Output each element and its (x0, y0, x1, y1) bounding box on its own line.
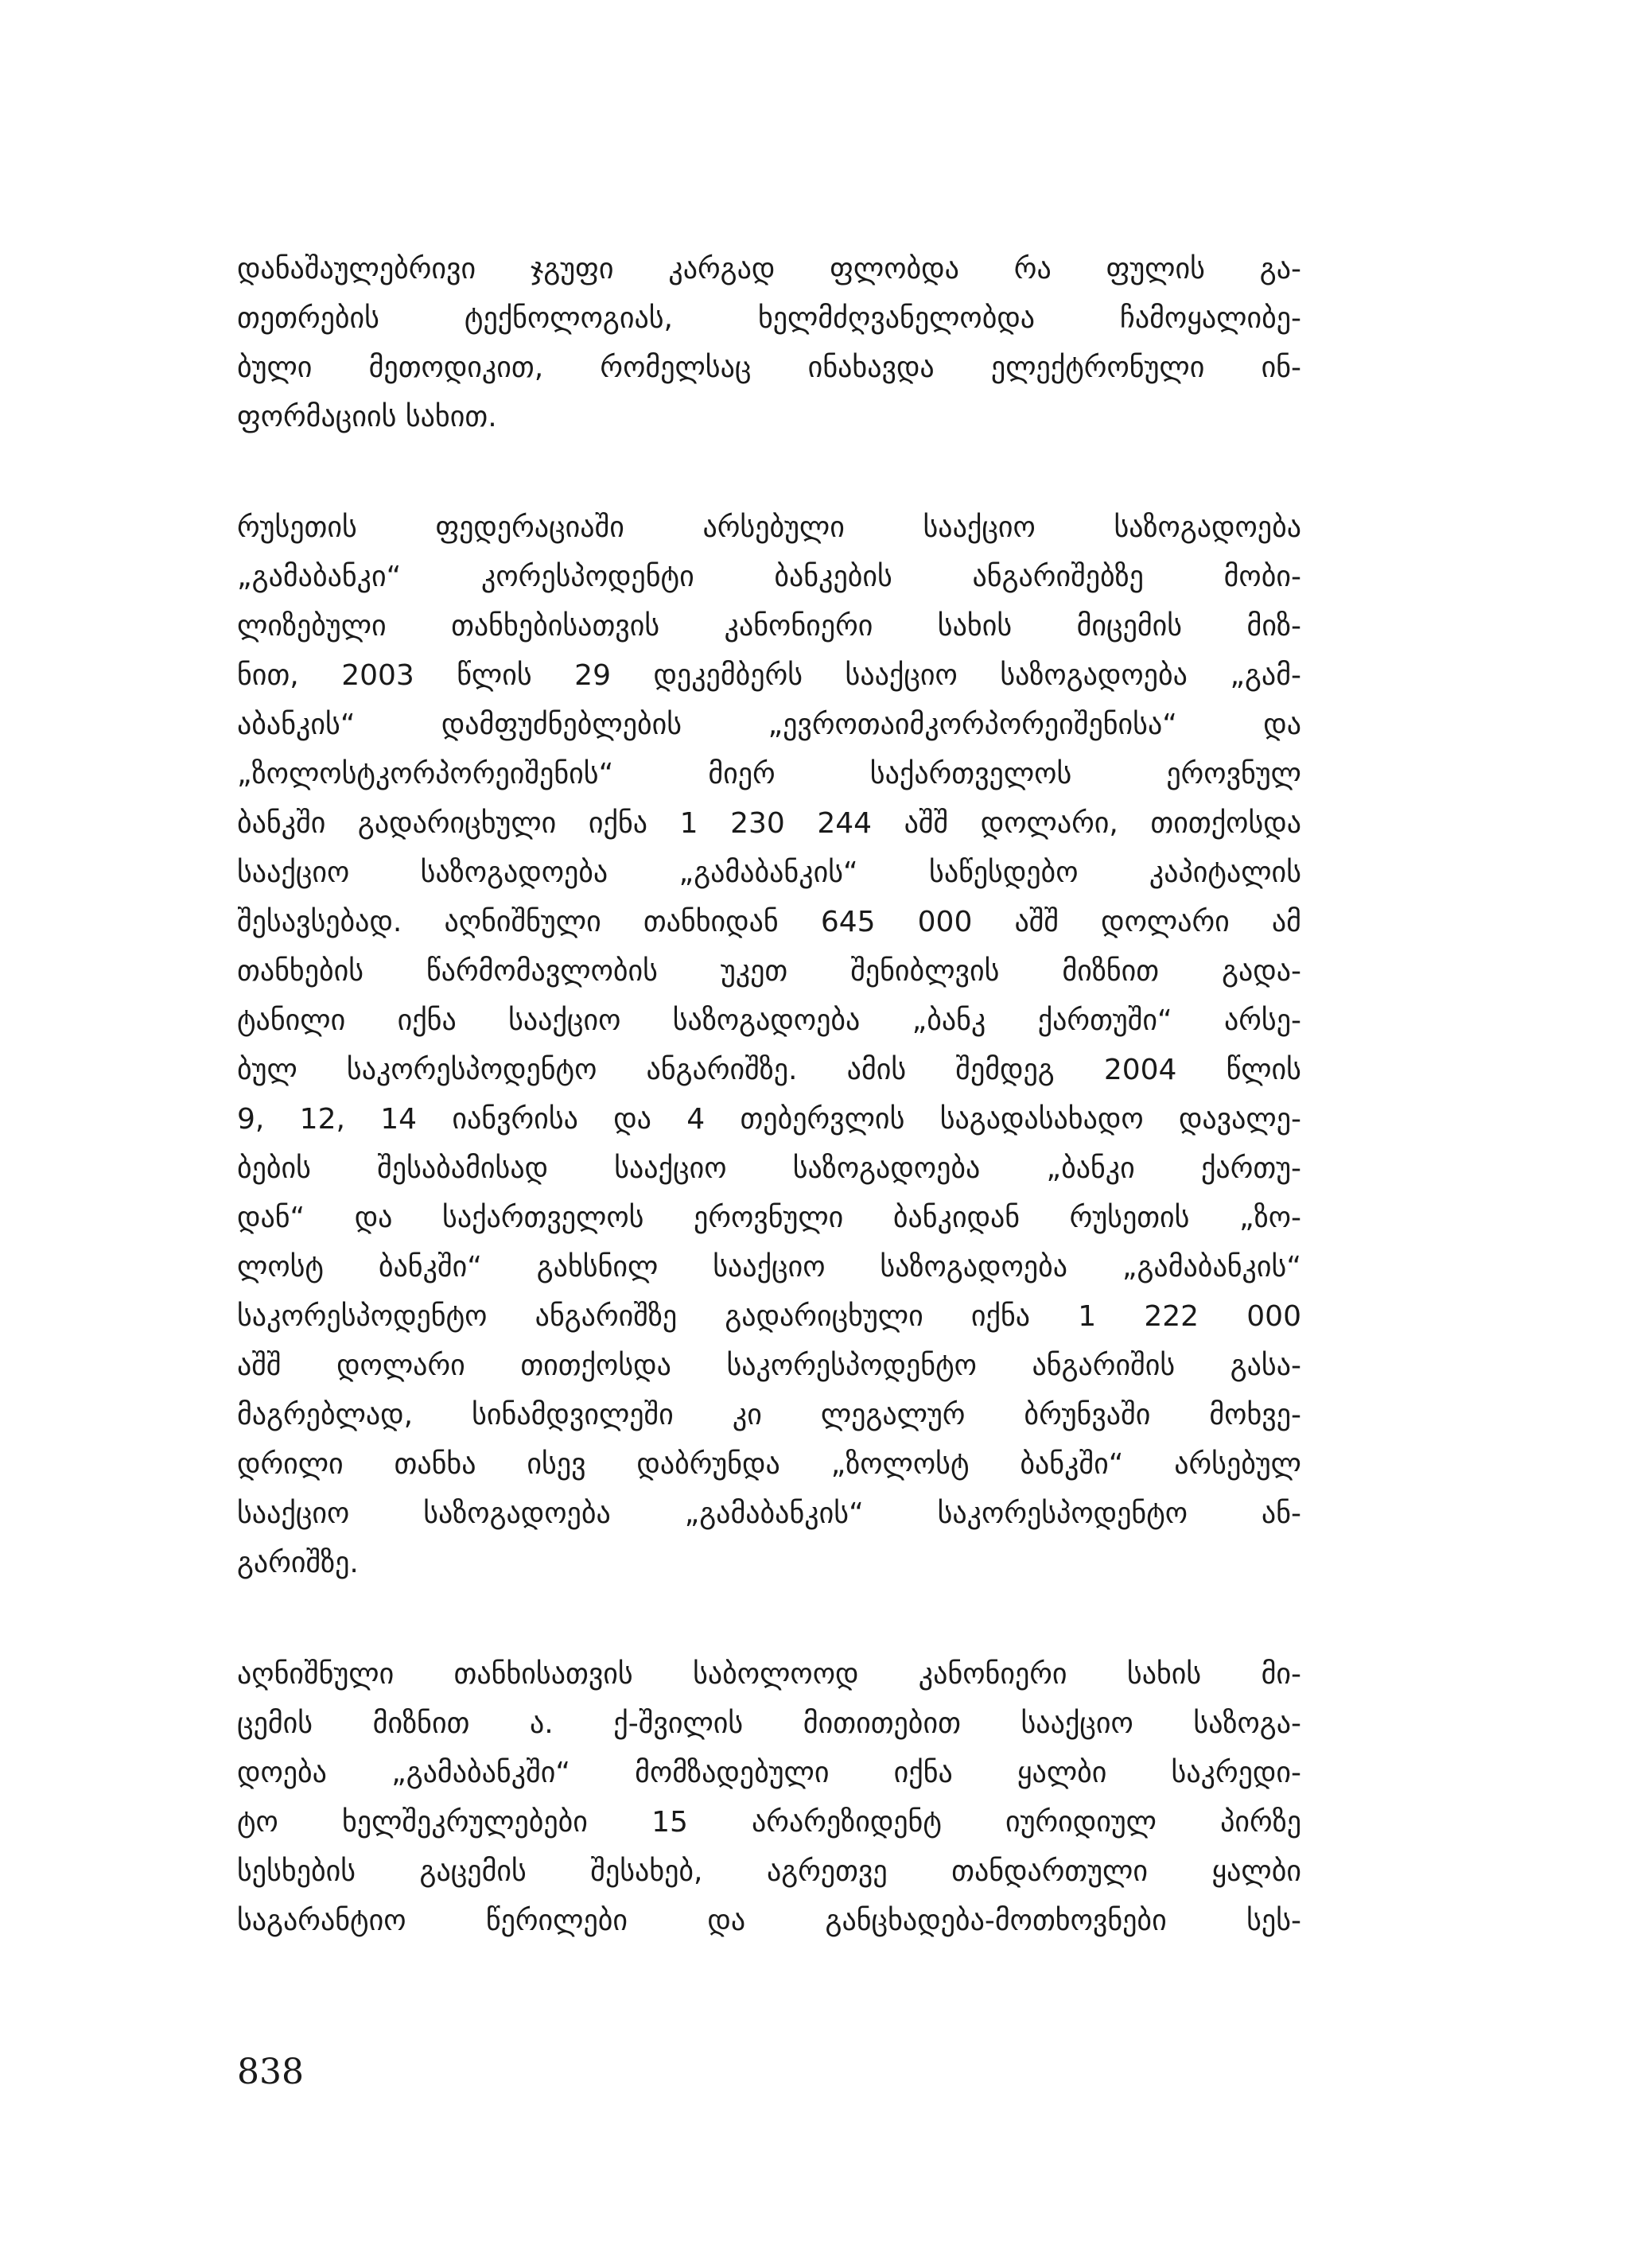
text-line: სააქციო საზოგადოება „გამაბანკის“ საკორესპოდენტო ან- (237, 1497, 1301, 1530)
text-line: სააქციო საზოგადოება „გამაბანკის“ საწესდებო კაპიტალის (237, 856, 1301, 889)
text-line: ტანილი იქნა სააქციო საზოგადოება „ბანკ ქართუში“ არსე- (237, 1004, 1301, 1037)
text-line: საკორესპოდენტო ანგარიშზე გადარიცხული იქნა 1 222 000 (237, 1300, 1301, 1333)
text-line: დან“ და საქართველოს ეროვნული ბანკიდან რუსეთის „ზო- (237, 1202, 1301, 1234)
page-number: 838 (237, 2052, 304, 2092)
text-line: დოება „გამაბანკში“ მომზადებული იქნა ყალბი საკრედი- (237, 1757, 1301, 1789)
text-line: ნით, 2003 წლის 29 დეკემბერს სააქციო საზოგადოება „გამ- (237, 659, 1301, 692)
text-line: 9, 12, 14 იანვრისა და 4 თებერვლის საგადასახადო დავალე- (237, 1103, 1301, 1136)
text-line: სესხების გაცემის შესახებ, აგრეთვე თანდართული ყალბი (237, 1855, 1301, 1888)
text-line: ბულ საკორესპოდენტო ანგარიშზე. ამის შემდეგ 2004 წლის (237, 1054, 1301, 1086)
text-line: ტო ხელშეკრულებები 15 არარეზიდენტ იურიდიულ პირზე (237, 1806, 1301, 1839)
text-line: აღნიშნული თანხისათვის საბოლოოდ კანონიერი სახის მი- (237, 1658, 1301, 1691)
text-line: აბანკის“ დამფუძნებლების „ევროთაიმკორპორეიშენისა“ და (237, 709, 1301, 741)
paragraph-1 (237, 245, 1301, 442)
text-line: შესავსებად. აღნიშნული თანხიდან 645 000 აშშ დოლარი ამ (237, 906, 1301, 938)
text-line: ლოსტ ბანკში“ გახსნილ სააქციო საზოგადოება „გამაბანკის“ (237, 1251, 1301, 1284)
paragraph-3 (237, 1650, 1301, 1946)
text-line: გარიშზე. (237, 1547, 359, 1579)
text-line: თანხების წარმომავლობის უკეთ შენიბლვის მიზნით გადა- (237, 955, 1301, 988)
text-line: „გამაბანკი“ კორესპოდენტი ბანკების ანგარიშებზე მობი- (237, 561, 1301, 593)
text-line: ბული მეთოდიკით, რომელსაც ინახავდა ელექტრონული ინ- (237, 351, 1301, 384)
text-line: საგარანტიო წერილები და განცხადება-მოთხოვნები სეს- (237, 1905, 1301, 1937)
text-line: ცემის მიზნით ა. ქ-შვილის მითითებით სააქციო საზოგა- (237, 1707, 1301, 1740)
text-line: ბების შესაბამისად სააქციო საზოგადოება „ბანკი ქართუ- (237, 1152, 1301, 1185)
text-line: დრილი თანხა ისევ დაბრუნდა „ზოლოსტ ბანკში“ არსებულ (237, 1448, 1301, 1481)
text-line: ბანკში გადარიცხული იქნა 1 230 244 აშშ დოლარი, თითქოსდა (237, 807, 1301, 840)
text-line: ლიზებული თანხებისათვის კანონიერი სახის მიცემის მიზ- (237, 610, 1301, 643)
text-line: რუსეთის ფედერაციაში არსებული სააქციო საზოგადოება (237, 511, 1301, 544)
text-line: აშშ დოლარი თითქოსდა საკორესპოდენტო ანგარიშის გასა- (237, 1350, 1301, 1382)
paragraph-2 (237, 503, 1301, 1588)
text-line: დანაშაულებრივი ჯგუფი კარგად ფლობდა რა ფულის გა- (237, 253, 1301, 285)
text-line: ფორმაციის სახით. (237, 401, 497, 433)
text-line: თეთრების ტექნოლოგიას, ხელმძღვანელობდა ჩამოყალიბე- (237, 302, 1301, 335)
text-line: მაგრებლად, სინამდვილეში კი ლეგალურ ბრუნვაში მოხვე- (237, 1399, 1301, 1431)
text-line: „ზოლოსტკორპორეიშენის“ მიერ საქართველოს ეროვნულ (237, 758, 1301, 790)
